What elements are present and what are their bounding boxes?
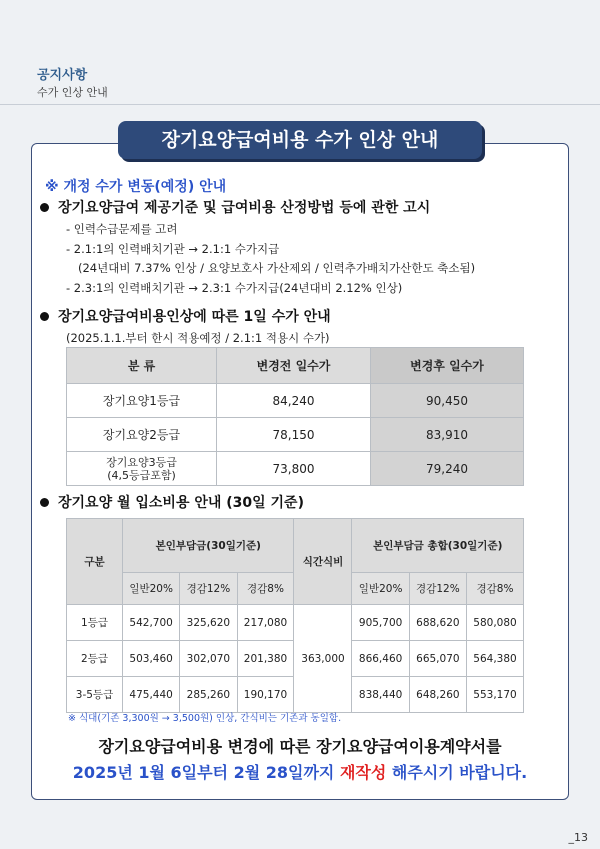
after-cell: 79,240 — [371, 452, 524, 486]
self-cell: 190,170 — [237, 677, 294, 713]
header-self-pay: 본인부담금(30일기준) — [123, 519, 294, 573]
before-cell: 73,800 — [217, 452, 371, 486]
notice-line-4: - 2.3:1의 인력배치기관 → 2.3:1 수가지급(24년대비 2.12% 인상) — [66, 281, 403, 295]
table-header-row — [67, 348, 524, 384]
sub-header: 경감8% — [237, 573, 294, 605]
closing-rewrite-highlight: 재작성 — [339, 763, 387, 782]
closing-line-1: 장기요양급여비용 변경에 따른 장기요양급여이용계약서를 — [98, 737, 502, 756]
total-cell: 866,460 — [352, 641, 409, 677]
bullet-monthly-fee-text: 장기요양 월 입소비용 안내 (30일 기준) — [58, 495, 304, 511]
sub-header: 일반20% — [352, 573, 409, 605]
bullet-monthly-fee — [40, 492, 304, 512]
self-cell: 285,260 — [180, 677, 237, 713]
after-cell: 90,450 — [371, 384, 524, 418]
grade-note: (4,5등급포함) — [107, 468, 176, 482]
notice-banner: 장기요양급여비용 수가 인상 안내 — [118, 121, 482, 159]
header-total: 본인부담금 총합(30일기준) — [352, 519, 524, 573]
sub-header: 경감12% — [409, 573, 466, 605]
table-row — [67, 418, 524, 452]
grade-cell: 장기요양2등급 — [67, 418, 217, 452]
meal-cell: 363,000 — [294, 605, 352, 713]
grade-cell: 3-5등급 — [67, 677, 123, 713]
sub-header: 일반20% — [123, 573, 180, 605]
page-number: _13 — [568, 831, 588, 844]
header-group: 구분 — [67, 519, 123, 605]
self-cell: 503,460 — [123, 641, 180, 677]
total-cell: 688,620 — [409, 605, 466, 641]
before-cell: 78,150 — [217, 418, 371, 452]
before-cell: 84,240 — [217, 384, 371, 418]
bullet-notice-text: 장기요양급여 제공기준 및 급여비용 산정방법 등에 관한 고시 — [58, 200, 431, 216]
header-after: 변경후 일수가 — [371, 348, 524, 384]
self-cell: 201,380 — [237, 641, 294, 677]
meal-footnote: ※ 식대(기존 3,300원 → 3,500원) 인상, 간식비는 기존과 동일함. — [68, 713, 342, 724]
total-cell: 838,440 — [352, 677, 409, 713]
bullet-dot-icon — [40, 203, 49, 212]
header-subtitle: 수가 인상 안내 — [37, 86, 108, 99]
grade-name: 장기요양3등급 — [106, 455, 177, 469]
self-cell: 217,080 — [237, 605, 294, 641]
section-note: ※ 개정 수가 변동(예정) 안내 — [45, 179, 227, 195]
self-cell: 475,440 — [123, 677, 180, 713]
header-before: 변경전 일수가 — [217, 348, 371, 384]
bullet-dot-icon — [40, 498, 49, 507]
bullet-notice-title — [40, 197, 430, 217]
monthly-fee-table — [66, 518, 524, 713]
bullet-daily-fee-text: 장기요양급여비용인상에 따른 1일 수가 안내 — [58, 309, 331, 325]
header-title: 공지사항 — [37, 68, 88, 83]
header-meal: 식간식비 — [294, 519, 352, 605]
self-cell: 325,620 — [180, 605, 237, 641]
table-row — [67, 605, 524, 641]
total-cell: 564,380 — [466, 641, 523, 677]
table-header-row — [67, 519, 524, 573]
daily-fee-table — [66, 347, 524, 486]
grade-cell — [67, 452, 217, 486]
daily-fee-note: (2025.1.1.부터 한시 적용예정 / 2.1:1 적용시 수가) — [66, 331, 330, 345]
total-cell: 648,260 — [409, 677, 466, 713]
closing-end-text: 해주시기 바랍니다. — [386, 763, 528, 782]
self-cell: 302,070 — [180, 641, 237, 677]
after-cell: 83,910 — [371, 418, 524, 452]
notice-line-1: - 인력수급문제를 고려 — [66, 222, 178, 236]
bullet-daily-fee — [40, 306, 331, 326]
total-cell: 553,170 — [466, 677, 523, 713]
total-cell: 580,080 — [466, 605, 523, 641]
header-category: 분 류 — [67, 348, 217, 384]
table-row — [67, 452, 524, 486]
header-divider — [0, 104, 600, 105]
closing-line-2 — [0, 760, 600, 783]
total-cell: 665,070 — [409, 641, 466, 677]
grade-cell: 2등급 — [67, 641, 123, 677]
grade-cell: 장기요양1등급 — [67, 384, 217, 418]
notice-line-2: - 2.1:1의 인력배치기관 → 2.1:1 수가지급 — [66, 242, 280, 256]
closing-date-text: 2025년 1월 6일부터 2월 28일까지 — [72, 763, 340, 782]
sub-header: 경감8% — [466, 573, 523, 605]
self-cell: 542,700 — [123, 605, 180, 641]
notice-line-3: (24년대비 7.37% 인상 / 요양보호사 가산제외 / 인력추가배치가산한도 축소됨) — [78, 261, 476, 275]
grade-cell: 1등급 — [67, 605, 123, 641]
table-row — [67, 384, 524, 418]
total-cell: 905,700 — [352, 605, 409, 641]
bullet-dot-icon — [40, 312, 49, 321]
sub-header: 경감12% — [180, 573, 237, 605]
